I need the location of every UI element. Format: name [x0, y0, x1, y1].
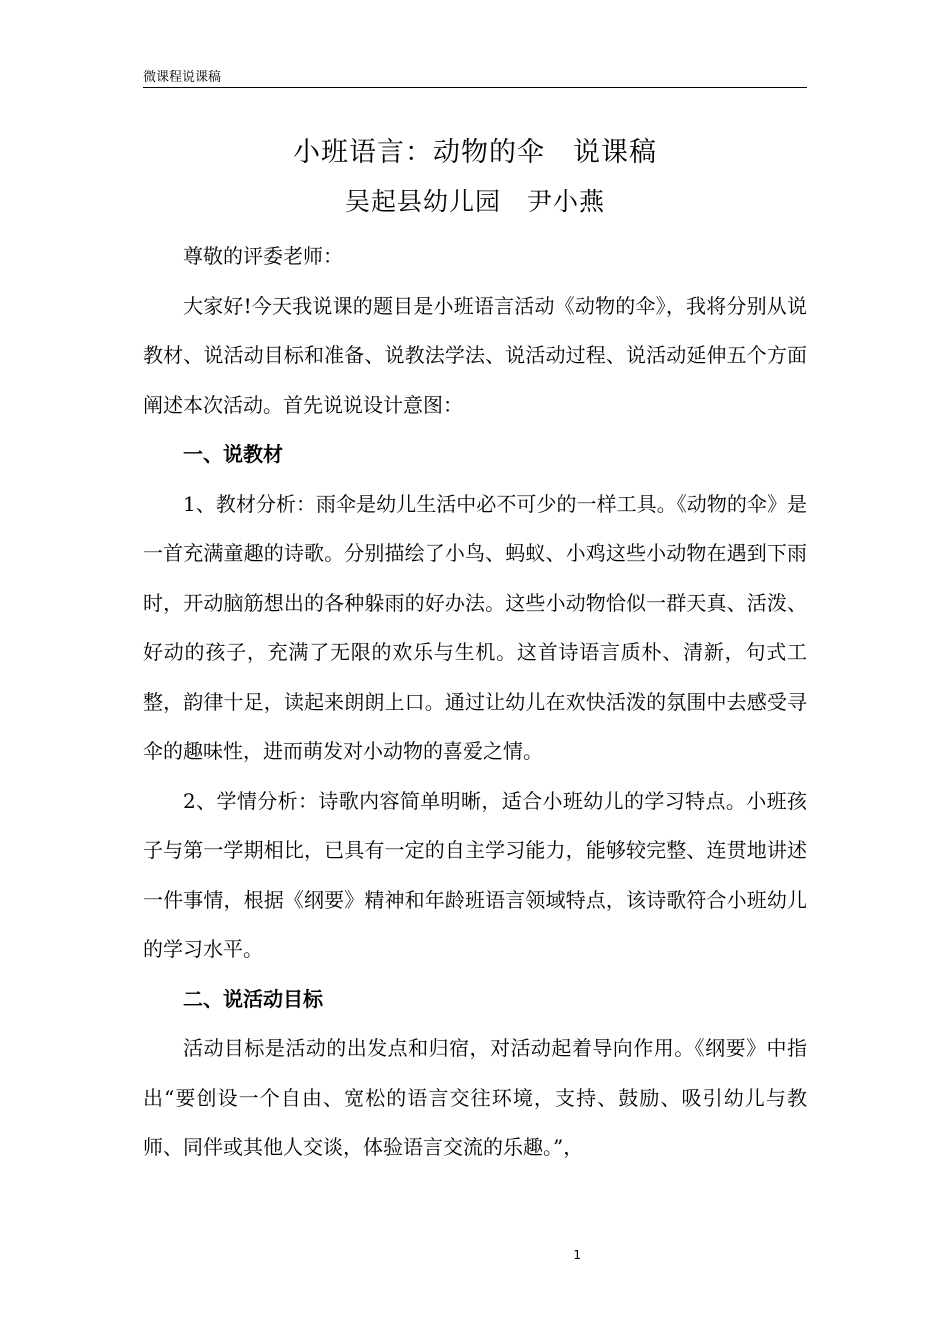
document-body	[143, 232, 807, 1173]
author-line: 吴起县幼儿园 尹小燕	[344, 187, 605, 216]
paragraph-activity-goals: 活动目标是活动的出发点和归宿，对活动起着导向作用。《纲要》中指出“要创设一个自由、宽松的语言交往环境，支持、鼓励、吸引幼儿与教师、同伴或其他人交谈，体验语言交流的乐趣。”，	[143, 1036, 807, 1159]
page-number: 1	[573, 1248, 581, 1262]
intro-paragraph: 大家好!今天我说课的题目是小班语言活动《动物的伞》，我将分别从说教材、说活动目标和准备、说教法学法、说活动过程、说活动延伸五个方面阐述本次活动。首先说说设计意图：	[143, 293, 807, 417]
section-heading-2: 二、说活动目标	[183, 986, 323, 1011]
page-header: 微课程说课稿	[143, 70, 807, 88]
section-heading-1: 一、说教材	[183, 442, 283, 466]
paragraph-learner-analysis: 2、学情分析：诗歌内容简单明晰，适合小班幼儿的学习特点。小班孩子与第一学期相比，已具有一定的自主学习能力，能够较完整、连贯地讲述一件事情，根据《纲要》精神和年龄班语言领域特点，该诗歌符合小班幼儿的学习水平。	[143, 788, 807, 961]
paragraph-material-analysis: 1、教材分析：雨伞是幼儿生活中必不可少的一样工具。《动物的伞》是一首充满童趣的诗歌。分别描绘了小鸟、蚂蚁、小鸡这些小动物在遇到下雨时，开动脑筋想出的各种躲雨的好办法。这些小动物恰似一群天真、活泼、好动的孩子，充满了无限的欢乐与生机。这首诗语言质朴、清新，句式工整，韵律十足，读起来朗朗上口。通过让幼儿在欢快活泼的氛围中去感受寻伞的趣味性，进而萌发对小动物的喜爱之情。	[143, 491, 807, 763]
greeting: 尊敬的评委老师：	[183, 244, 343, 268]
document-title: 小班语言：动物的伞 说课稿	[293, 137, 657, 168]
